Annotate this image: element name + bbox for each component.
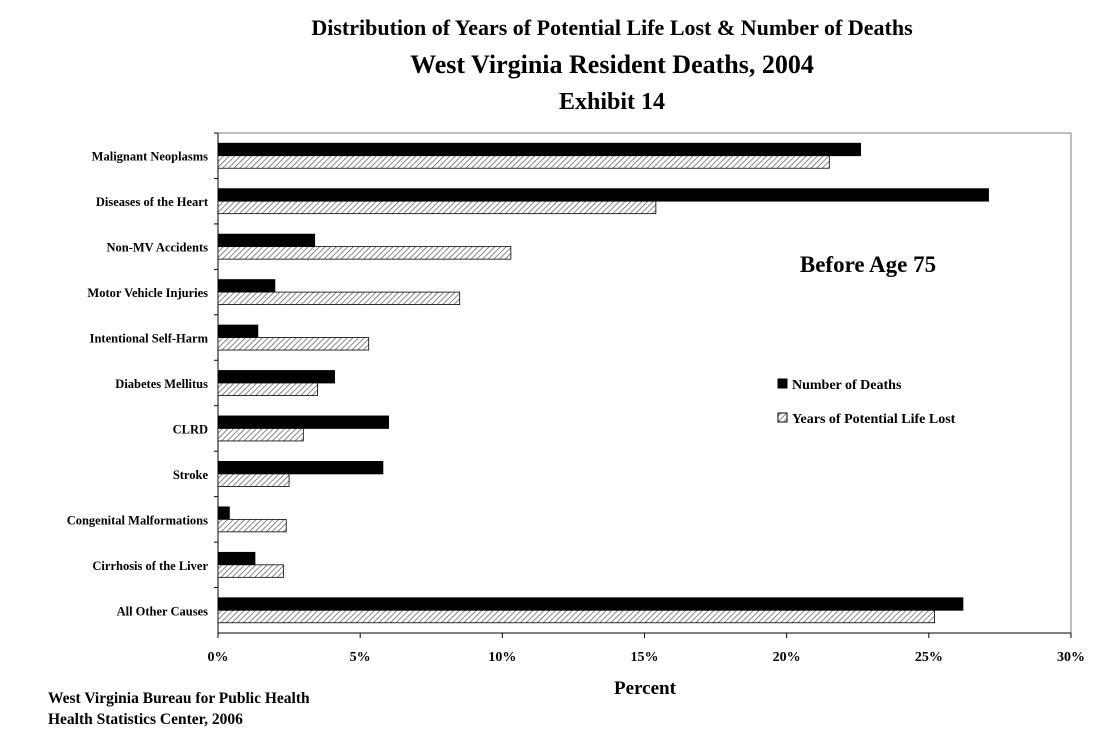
bar-number-of-deaths-cirrhosis-of-the-liver <box>218 552 255 565</box>
bar-years-of-potential-life-lost-malignant-neoplasms <box>218 156 829 169</box>
y-tick-label-all-other-causes: All Other Causes <box>116 604 208 619</box>
y-tick-label-non-mv-accidents: Non-MV Accidents <box>106 240 208 255</box>
bar-number-of-deaths-diabetes-mellitus <box>218 371 335 384</box>
chart-title: Distribution of Years of Potential Life Lost & Number of Deaths <box>311 15 913 40</box>
y-tick-label-clrd: CLRD <box>172 422 208 437</box>
y-tick-label-motor-vehicle-injuries: Motor Vehicle Injuries <box>87 286 208 301</box>
bar-years-of-potential-life-lost-all-other-causes <box>218 610 935 623</box>
y-tick-label-diabetes-mellitus: Diabetes Mellitus <box>115 377 208 391</box>
source-line-1: West Virginia Bureau for Public Health <box>48 690 310 707</box>
bar-years-of-potential-life-lost-stroke <box>218 474 289 487</box>
chart-subtitle: West Virginia Resident Deaths, 2004 <box>410 50 814 79</box>
legend-swatch-number-of-deaths <box>778 379 787 388</box>
bar-number-of-deaths-non-mv-accidents <box>218 234 315 247</box>
y-tick-label-cirrhosis-of-the-liver: Cirrhosis of the Liver <box>92 558 208 573</box>
legend-label-years-of-potential-life-lost: Years of Potential Life Lost <box>792 412 956 427</box>
legend <box>778 378 956 427</box>
x-tick-label-30: 30% <box>1057 650 1085 665</box>
bar-number-of-deaths-intentional-self-harm <box>218 325 258 338</box>
bar-number-of-deaths-diseases-of-the-heart <box>218 189 989 202</box>
bar-number-of-deaths-motor-vehicle-injuries <box>218 280 275 293</box>
source-line-2: Health Statistics Center, 2006 <box>48 711 243 728</box>
y-tick-label-intentional-self-harm: Intentional Self-Harm <box>89 331 208 346</box>
x-tick-label-5: 5% <box>349 650 371 665</box>
y-tick-label-stroke: Stroke <box>172 467 208 482</box>
legend-label-number-of-deaths: Number of Deaths <box>792 378 902 393</box>
bar-years-of-potential-life-lost-diabetes-mellitus <box>218 383 318 396</box>
bar-number-of-deaths-stroke <box>218 461 383 474</box>
bar-years-of-potential-life-lost-non-mv-accidents <box>218 247 511 259</box>
x-axis-label: Percent <box>614 678 676 699</box>
bar-years-of-potential-life-lost-intentional-self-harm <box>218 338 369 351</box>
y-tick-label-malignant-neoplasms: Malignant Neoplasms <box>91 149 208 164</box>
x-tick-label-15: 15% <box>630 650 659 665</box>
legend-swatch-years-of-potential-life-lost <box>778 413 787 422</box>
bar-number-of-deaths-all-other-causes <box>218 598 963 611</box>
bar-years-of-potential-life-lost-diseases-of-the-heart <box>218 201 656 214</box>
bar-years-of-potential-life-lost-motor-vehicle-injuries <box>218 292 460 305</box>
y-tick-label-diseases-of-the-heart: Diseases of the Heart <box>95 195 208 210</box>
bar-number-of-deaths-clrd <box>218 416 389 429</box>
bar-number-of-deaths-congenital-malformations <box>218 507 229 520</box>
y-tick-label-congenital-malformations: Congenital Malformations <box>66 513 208 528</box>
x-tick-label-25: 25% <box>914 650 943 665</box>
x-tick-label-0: 0% <box>207 650 229 665</box>
bar-years-of-potential-life-lost-congenital-malformations <box>218 519 286 532</box>
x-tick-label-10: 10% <box>488 650 517 665</box>
bar-number-of-deaths-malignant-neoplasms <box>218 143 861 156</box>
bar-years-of-potential-life-lost-cirrhosis-of-the-liver <box>218 565 283 578</box>
bar-years-of-potential-life-lost-clrd <box>218 428 303 441</box>
chart-exhibit-label: Exhibit 14 <box>558 89 666 115</box>
annotation-before-age-75: Before Age 75 <box>799 252 937 277</box>
x-tick-label-20: 20% <box>772 650 801 665</box>
